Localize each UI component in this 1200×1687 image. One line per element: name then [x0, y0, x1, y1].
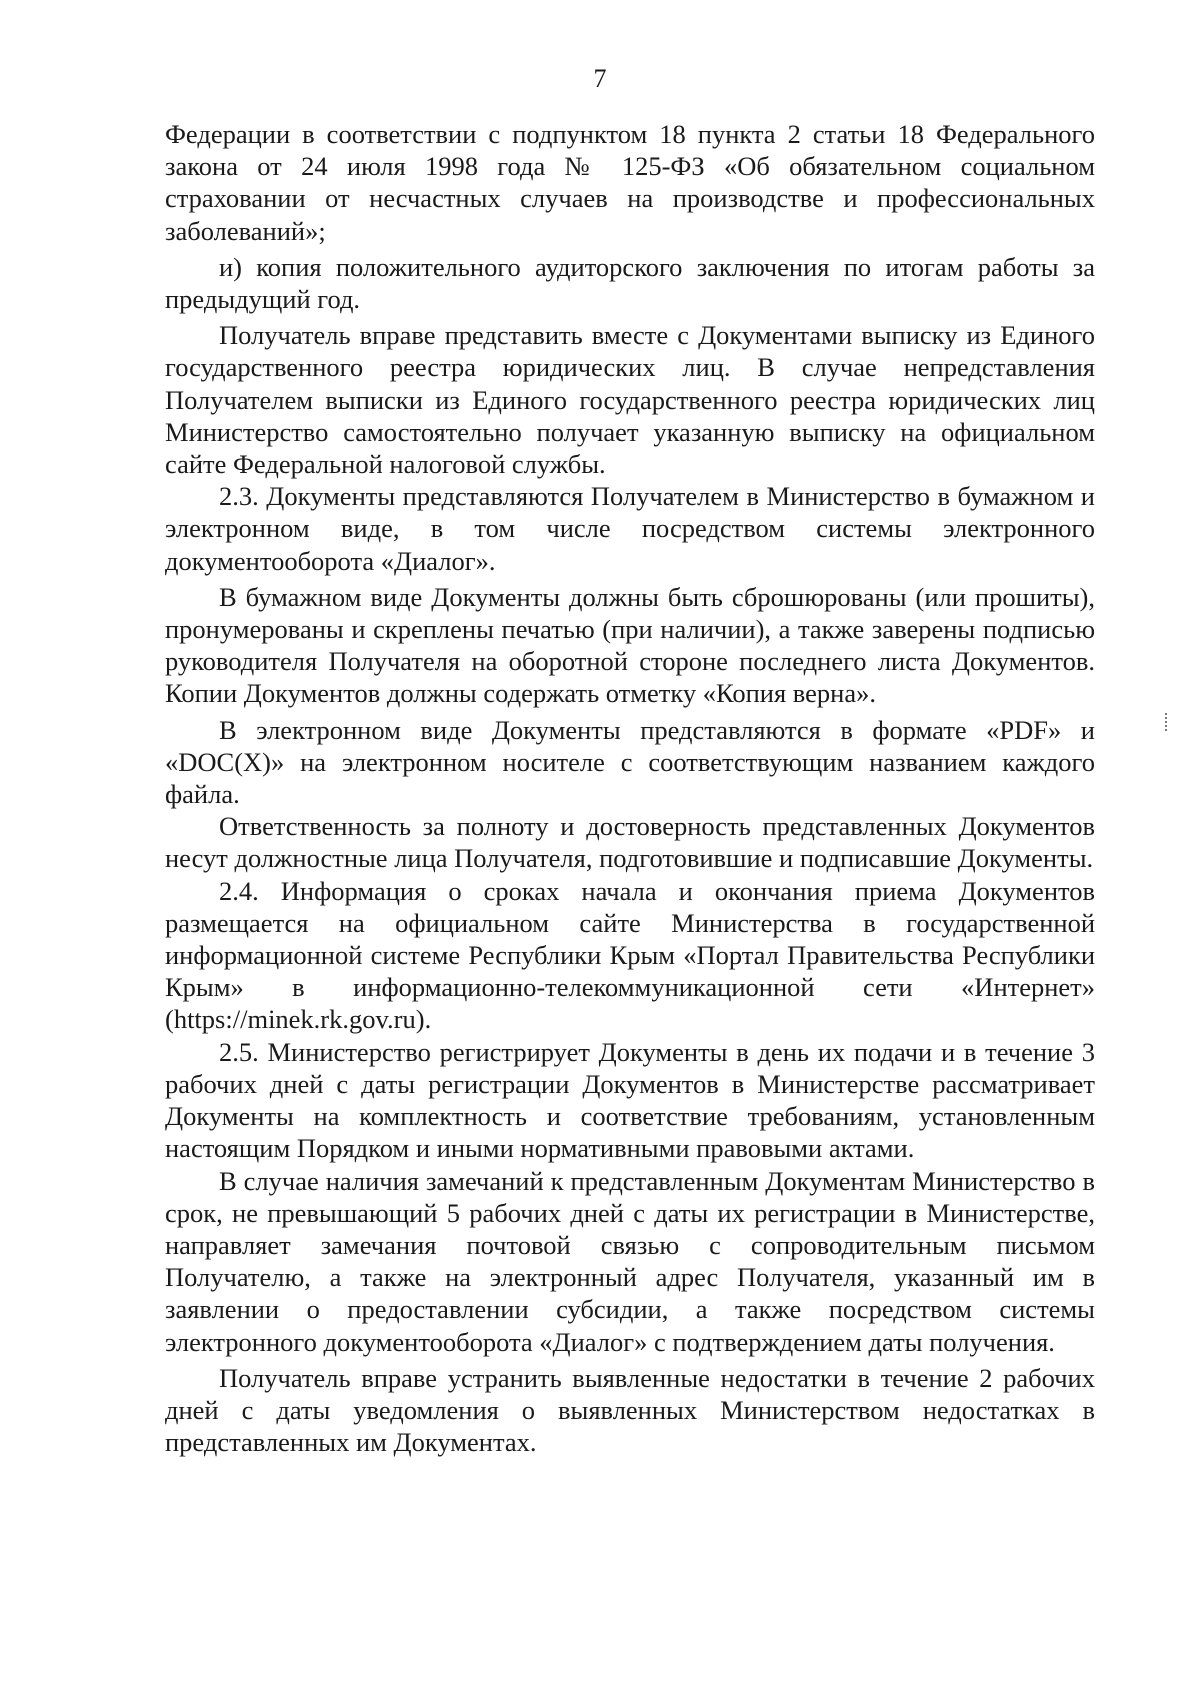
page-number: 7: [593, 64, 607, 93]
paragraph-remarks: В случае наличия замечаний к представленным Документам Министерство в срок, не превышающий 5 рабочих дней с даты их регистрации в Министерстве, направляет замечания почтовой связью с сопроводительным письмом Получателю, а также на электронный адрес Получателя, указанный им в заявлении о предоставлении субсидии, а также посредством системы электронного документооборота «Диалог» с подтверждением даты получения.: [165, 1165, 1095, 1357]
paragraph-responsibility: Ответственность за полноту и достоверность представленных Документов несут должностные лица Получателя, подготовившие и подписавшие Документы.: [165, 811, 1095, 874]
paragraph-fix-deficiencies: Получатель вправе устранить выявленные недостатки в течение 2 рабочих дней с даты уведомления о выявленных Министерством недостатках в представленных им Документах.: [165, 1362, 1095, 1458]
paragraph-electronic-form: В электронном виде Документы представляются в формате «PDF» и «DOC(X)» на электронном носителе с соответствующим названием каждого файла.: [165, 714, 1095, 810]
paragraph-egrul-extract: Получатель вправе представить вместе с Документами выписку из Единого государственного реестра юридических лиц. В случае непредставления Получателем выписки из Единого государственного реестра юридических лиц Министерство самостоятельно получает указанную выписку на официальном сайте Федеральной налоговой службы.: [165, 320, 1095, 480]
paragraph-item-i: и) копия положительного аудиторского заключения по итогам работы за предыдущий год.: [165, 251, 1095, 315]
paragraph-continuation: Федерации в соответствии с подпунктом 18 пункта 2 статьи 18 Федерального закона от 24 июля 1998 года № 125-ФЗ «Об обязательном социальном страховании от несчастных случаев на производстве и профессиональных заболеваний»;: [165, 119, 1095, 246]
paragraph-2-3: 2.3. Документы представляются Получателем в Министерство в бумажном и электронном виде, в том числе посредством системы электронного документооборота «Диалог».: [165, 481, 1095, 576]
paragraph-2-4: 2.4. Информация о сроках начала и окончания приема Документов размещается на официальном сайте Министерства в государственной информационной системе Республики Крым «Портал Правительства Республики Крым» в информационно-телекоммуникационной сети «Интернет» (https://minek.rk.gov.ru).: [165, 875, 1095, 1035]
margin-scan-mark: [1165, 713, 1170, 731]
paragraph-paper-form: В бумажном виде Документы должны быть сброшюрованы (или прошиты), пронумерованы и скреплены печатью (при наличии), а также заверены подписью руководителя Получателя на оборотной стороне последнего листа Документов. Копии Документов должны содержать отметку «Копия верна».: [165, 581, 1095, 709]
paragraph-2-5: 2.5. Министерство регистрирует Документы в день их подачи и в течение 3 рабочих дней с даты регистрации Документов в Министерстве рассматривает Документы на комплектность и соответствие требованиям, установленным настоящим Порядком и иными нормативными правовыми актами.: [165, 1036, 1095, 1164]
document-body: [165, 118, 1095, 1458]
